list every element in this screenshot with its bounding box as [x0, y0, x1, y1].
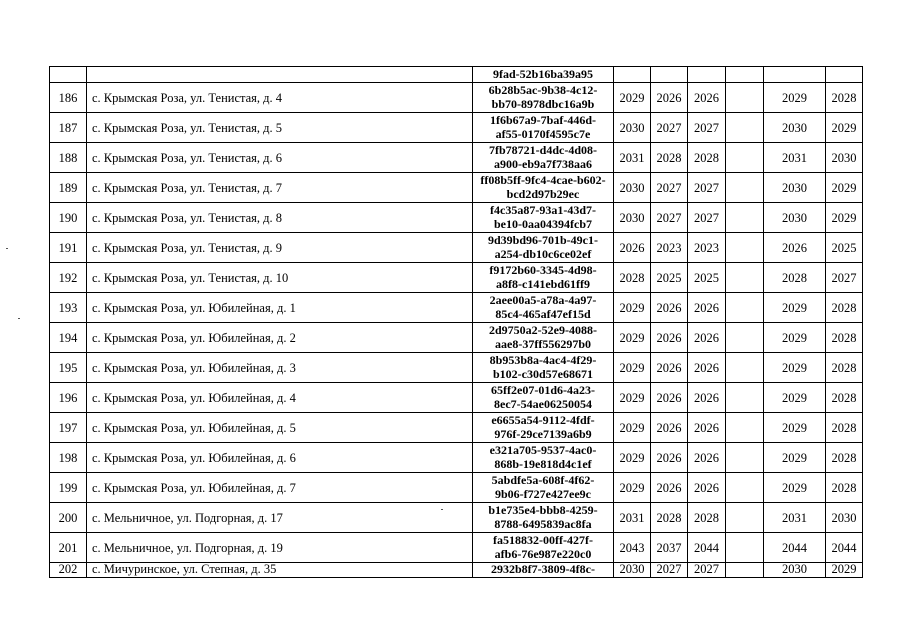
house-guid-cell	[473, 143, 614, 173]
guid-line: bcd2d97b29ec	[506, 186, 580, 201]
year-cell	[726, 293, 764, 323]
house-guid-cell	[473, 293, 614, 323]
table-row	[50, 143, 863, 173]
row-number-cell: 202	[50, 563, 87, 578]
year-cell: 2030	[614, 113, 651, 143]
year-cell: 2044	[764, 533, 826, 563]
year-cell: 2044	[688, 533, 726, 563]
table-row	[50, 533, 863, 563]
address-cell: с. Крымская Роза, ул. Юбилейная, д. 5	[87, 413, 473, 443]
guid-line: aae8-37ff556297b0	[495, 336, 591, 351]
year-cell: 2028	[826, 83, 863, 113]
house-guid-cell	[473, 83, 614, 113]
year-cell: 2028	[826, 293, 863, 323]
row-number-cell: 186	[50, 83, 87, 113]
scan-speck	[441, 509, 443, 510]
year-cell: 2028	[826, 323, 863, 353]
guid-line: 8788-6495839ac8fa	[494, 516, 592, 531]
row-number-cell: 199	[50, 473, 87, 503]
year-cell: 2028	[826, 383, 863, 413]
year-cell: 2030	[764, 563, 826, 578]
address-cell: с. Крымская Роза, ул. Тенистая, д. 9	[87, 233, 473, 263]
year-cell	[726, 503, 764, 533]
year-cell: 2027	[826, 263, 863, 293]
year-cell	[726, 353, 764, 383]
year-cell: 2028	[688, 143, 726, 173]
guid-line: 2932b8f7-3809-4f8c-	[491, 562, 595, 576]
address-cell: с. Мельничное, ул. Подгорная, д. 19	[87, 533, 473, 563]
house-guid-cell	[473, 563, 614, 578]
row-number-cell: 188	[50, 143, 87, 173]
guid-line: 868b-19e818d4c1ef	[494, 456, 592, 471]
guid-line: f9172b60-3345-4d98-	[489, 263, 597, 277]
year-cell	[726, 143, 764, 173]
address-cell: с. Крымская Роза, ул. Юбилейная, д. 7	[87, 473, 473, 503]
scan-speck	[18, 318, 20, 319]
year-cell: 2030	[826, 503, 863, 533]
year-cell	[651, 67, 688, 83]
year-cell: 2028	[826, 473, 863, 503]
year-cell: 2027	[688, 203, 726, 233]
guid-line: e321a705-9537-4ac0-	[489, 443, 597, 457]
guid-line: e6655a54-9112-4fdf-	[491, 413, 595, 427]
year-cell: 2026	[688, 443, 726, 473]
scan-speck	[6, 248, 8, 249]
house-guid-cell	[473, 443, 614, 473]
year-cell: 2029	[764, 473, 826, 503]
address-cell: с. Крымская Роза, ул. Юбилейная, д. 2	[87, 323, 473, 353]
guid-line: 9b06-f727e427ee9c	[495, 486, 591, 501]
house-guid-cell	[473, 383, 614, 413]
guid-line: 5abdfe5a-608f-4f62-	[491, 473, 595, 487]
year-cell: 2044	[826, 533, 863, 563]
year-cell: 2029	[826, 113, 863, 143]
year-cell: 2029	[764, 443, 826, 473]
table-row	[50, 413, 863, 443]
year-cell: 2027	[651, 563, 688, 578]
year-cell: 2026	[688, 383, 726, 413]
year-cell	[826, 67, 863, 83]
table-row	[50, 67, 863, 83]
address-cell	[87, 67, 473, 83]
guid-line: 7fb78721-d4dc-4d08-	[488, 143, 597, 157]
year-cell	[726, 113, 764, 143]
year-cell: 2030	[614, 563, 651, 578]
house-guid-cell	[473, 173, 614, 203]
address-cell: с. Крымская Роза, ул. Юбилейная, д. 1	[87, 293, 473, 323]
year-cell: 2026	[688, 473, 726, 503]
table-row	[50, 473, 863, 503]
year-cell: 2028	[614, 263, 651, 293]
guid-line: 1f6b67a9-7baf-446d-	[489, 113, 596, 127]
year-cell: 2027	[651, 173, 688, 203]
year-cell: 2027	[651, 203, 688, 233]
year-cell: 2028	[826, 443, 863, 473]
year-cell: 2028	[826, 353, 863, 383]
table-row	[50, 113, 863, 143]
table-row	[50, 263, 863, 293]
year-cell: 2028	[764, 263, 826, 293]
guid-line: ff08b5ff-9fc4-4cae-b602-	[480, 173, 606, 187]
table-body	[50, 67, 863, 578]
year-cell	[688, 67, 726, 83]
year-cell: 2029	[764, 83, 826, 113]
year-cell: 2029	[614, 443, 651, 473]
year-cell: 2026	[688, 353, 726, 383]
year-cell: 2026	[764, 233, 826, 263]
guid-line: bb70-8978dbc16a9b	[491, 96, 595, 111]
year-cell: 2026	[688, 293, 726, 323]
guid-line: b102-c30d57e68671	[493, 366, 593, 381]
guid-line: 2aee00a5-a78a-4a97-	[489, 293, 597, 307]
table-row	[50, 353, 863, 383]
year-cell: 2029	[764, 383, 826, 413]
year-cell	[726, 413, 764, 443]
year-cell: 2026	[651, 443, 688, 473]
address-cell: с. Крымская Роза, ул. Тенистая, д. 6	[87, 143, 473, 173]
year-cell: 2029	[614, 473, 651, 503]
row-number-cell	[50, 67, 87, 83]
year-cell: 2029	[614, 83, 651, 113]
year-cell: 2027	[651, 113, 688, 143]
guid-line: 8ec7-54ae06250054	[494, 396, 592, 411]
guid-line: 2d9750a2-52e9-4088-	[489, 323, 597, 337]
year-cell: 2029	[614, 323, 651, 353]
year-cell	[726, 173, 764, 203]
table-row	[50, 83, 863, 113]
year-cell: 2023	[688, 233, 726, 263]
row-number-cell: 195	[50, 353, 87, 383]
house-guid-cell	[473, 113, 614, 143]
year-cell: 2029	[764, 353, 826, 383]
year-cell: 2026	[651, 413, 688, 443]
year-cell: 2026	[651, 473, 688, 503]
year-cell: 2026	[651, 83, 688, 113]
house-guid-cell	[473, 323, 614, 353]
year-cell: 2023	[651, 233, 688, 263]
year-cell: 2030	[826, 143, 863, 173]
address-cell: с. Крымская Роза, ул. Тенистая, д. 7	[87, 173, 473, 203]
row-number-cell: 191	[50, 233, 87, 263]
year-cell: 2043	[614, 533, 651, 563]
year-cell: 2028	[826, 413, 863, 443]
table-row	[50, 173, 863, 203]
house-guid-cell	[473, 233, 614, 263]
guid-line: 65ff2e07-01d6-4a23-	[491, 383, 595, 397]
year-cell: 2030	[764, 113, 826, 143]
housing-register-table	[49, 66, 863, 578]
house-guid-cell	[473, 353, 614, 383]
row-number-cell: 189	[50, 173, 87, 203]
row-number-cell: 187	[50, 113, 87, 143]
year-cell: 2025	[688, 263, 726, 293]
table-row	[50, 203, 863, 233]
year-cell: 2028	[651, 503, 688, 533]
address-cell: с. Крымская Роза, ул. Юбилейная, д. 4	[87, 383, 473, 413]
guid-line: a254-db10c6ce02ef	[494, 246, 592, 261]
guid-line: f4c35a87-93a1-43d7-	[490, 203, 596, 217]
year-cell	[726, 263, 764, 293]
year-cell	[726, 533, 764, 563]
year-cell	[726, 83, 764, 113]
year-cell	[614, 67, 651, 83]
house-guid-cell	[473, 413, 614, 443]
year-cell: 2025	[651, 263, 688, 293]
year-cell: 2030	[764, 173, 826, 203]
guid-line: 6b28b5ac-9b38-4c12-	[488, 83, 598, 97]
guid-line: fa518832-00ff-427f-	[493, 533, 593, 547]
table-row	[50, 443, 863, 473]
guid-line: b1e735e4-bbb8-4259-	[488, 503, 598, 517]
guid-line: 8b953b8a-4ac4-4f29-	[489, 353, 597, 367]
guid-line: 9fad-52b16ba39a95	[492, 66, 593, 81]
year-cell: 2029	[764, 413, 826, 443]
year-cell: 2026	[614, 233, 651, 263]
year-cell: 2029	[826, 203, 863, 233]
table-row	[50, 323, 863, 353]
table-row	[50, 293, 863, 323]
address-cell: с. Мичуринское, ул. Степная, д. 35	[87, 563, 473, 578]
row-number-cell: 201	[50, 533, 87, 563]
guid-line: afb6-76e987e220c0	[494, 546, 592, 561]
row-number-cell: 193	[50, 293, 87, 323]
house-guid-cell	[473, 203, 614, 233]
year-cell	[726, 473, 764, 503]
row-number-cell: 198	[50, 443, 87, 473]
year-cell: 2030	[614, 203, 651, 233]
table-row	[50, 233, 863, 263]
row-number-cell: 192	[50, 263, 87, 293]
row-number-cell: 200	[50, 503, 87, 533]
house-guid-cell	[473, 263, 614, 293]
year-cell: 2029	[614, 413, 651, 443]
year-cell: 2026	[688, 413, 726, 443]
year-cell: 2031	[614, 503, 651, 533]
house-guid-cell	[473, 503, 614, 533]
year-cell: 2031	[764, 503, 826, 533]
year-cell	[726, 203, 764, 233]
year-cell: 2029	[764, 323, 826, 353]
guid-line: a900-eb9a7f738aa6	[494, 156, 592, 171]
house-guid-cell	[473, 67, 614, 83]
year-cell: 2026	[688, 323, 726, 353]
row-number-cell: 196	[50, 383, 87, 413]
year-cell	[726, 323, 764, 353]
year-cell: 2027	[688, 563, 726, 578]
year-cell: 2029	[614, 293, 651, 323]
guid-line: 9d39bd96-701b-49c1-	[487, 233, 598, 247]
year-cell: 2031	[764, 143, 826, 173]
year-cell: 2026	[651, 353, 688, 383]
house-guid-cell	[473, 473, 614, 503]
address-cell: с. Крымская Роза, ул. Тенистая, д. 5	[87, 113, 473, 143]
year-cell: 2029	[826, 173, 863, 203]
year-cell: 2028	[651, 143, 688, 173]
table-row	[50, 563, 863, 578]
year-cell	[726, 563, 764, 578]
address-cell: с. Крымская Роза, ул. Юбилейная, д. 3	[87, 353, 473, 383]
year-cell	[726, 67, 764, 83]
address-cell: с. Крымская Роза, ул. Тенистая, д. 4	[87, 83, 473, 113]
guid-line: af55-0170f4595c7e	[495, 126, 591, 141]
table-row	[50, 503, 863, 533]
year-cell: 2026	[651, 383, 688, 413]
guid-line: a8f8-c141ebd61ff9	[496, 276, 590, 291]
year-cell: 2028	[688, 503, 726, 533]
year-cell: 2030	[614, 173, 651, 203]
year-cell	[726, 383, 764, 413]
year-cell: 2025	[826, 233, 863, 263]
row-number-cell: 190	[50, 203, 87, 233]
year-cell: 2029	[614, 383, 651, 413]
row-number-cell: 194	[50, 323, 87, 353]
address-cell: с. Мельничное, ул. Подгорная, д. 17	[87, 503, 473, 533]
year-cell	[764, 67, 826, 83]
table-row	[50, 383, 863, 413]
year-cell: 2027	[688, 173, 726, 203]
year-cell: 2031	[614, 143, 651, 173]
address-cell: с. Крымская Роза, ул. Тенистая, д. 10	[87, 263, 473, 293]
year-cell: 2026	[651, 293, 688, 323]
year-cell	[726, 443, 764, 473]
year-cell: 2029	[614, 353, 651, 383]
year-cell: 2029	[764, 293, 826, 323]
year-cell: 2027	[688, 113, 726, 143]
year-cell: 2029	[826, 563, 863, 578]
guid-line: be10-0aa04394fcb7	[494, 216, 592, 231]
year-cell: 2026	[651, 323, 688, 353]
guid-line: 85c4-465af47ef15d	[495, 306, 591, 321]
address-cell: с. Крымская Роза, ул. Тенистая, д. 8	[87, 203, 473, 233]
address-cell: с. Крымская Роза, ул. Юбилейная, д. 6	[87, 443, 473, 473]
year-cell	[726, 233, 764, 263]
year-cell: 2037	[651, 533, 688, 563]
year-cell: 2026	[688, 83, 726, 113]
row-number-cell: 197	[50, 413, 87, 443]
year-cell: 2030	[764, 203, 826, 233]
house-guid-cell	[473, 533, 614, 563]
guid-line: 976f-29ce7139a6b9	[494, 426, 592, 441]
